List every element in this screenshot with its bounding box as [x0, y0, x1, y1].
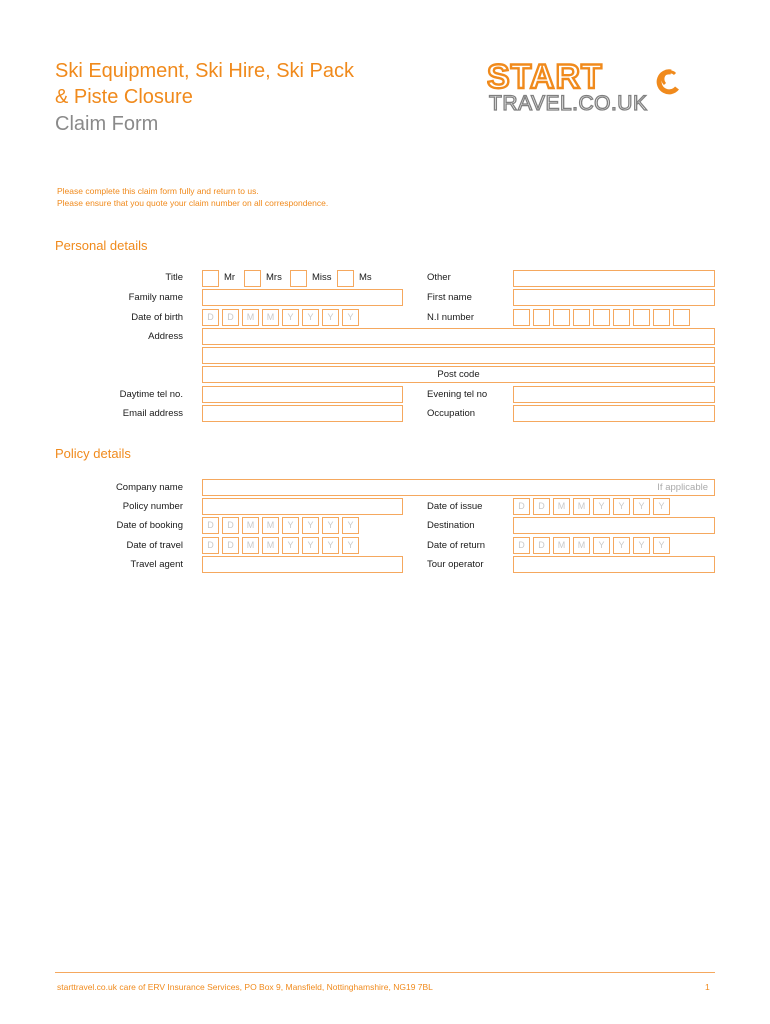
issue-date-digit[interactable]: Y: [593, 498, 610, 515]
return-date-digit[interactable]: Y: [593, 537, 610, 554]
title-miss-label: Miss: [312, 272, 332, 283]
daytime-tel-input[interactable]: [202, 386, 403, 403]
policy-number-label: Policy number: [122, 501, 183, 512]
email-input[interactable]: [202, 405, 403, 422]
dob-input[interactable]: [202, 309, 372, 326]
evening-tel-label: Evening tel no: [427, 389, 488, 400]
booking-date-digit[interactable]: D: [202, 517, 219, 534]
dob-digit[interactable]: M: [262, 309, 279, 326]
date-of-travel-label: Date of travel: [126, 540, 183, 551]
travel-date-digit[interactable]: M: [242, 537, 259, 554]
booking-date-digit[interactable]: D: [222, 517, 239, 534]
title-label: Title: [165, 272, 183, 283]
company-name-input[interactable]: [202, 479, 715, 496]
evening-tel-input[interactable]: [513, 386, 715, 403]
travel-agent-input[interactable]: [202, 556, 403, 573]
travel-date-digit[interactable]: D: [222, 537, 239, 554]
form-title-line2: & Piste Closure: [55, 86, 193, 108]
family-name-label: Family name: [128, 292, 183, 303]
ni-char-box[interactable]: [653, 309, 670, 326]
tour-operator-label: Tour operator: [427, 559, 484, 570]
title-mrs-label: Mrs: [266, 272, 282, 283]
title-miss-checkbox[interactable]: [290, 270, 307, 287]
logo-domain-text: TRAVEL.CO.UK: [489, 92, 648, 115]
date-of-issue-input[interactable]: [513, 498, 683, 515]
destination-input[interactable]: [513, 517, 715, 534]
dob-digit[interactable]: M: [242, 309, 259, 326]
booking-date-digit[interactable]: Y: [302, 517, 319, 534]
ni-number-input[interactable]: [513, 309, 693, 326]
instruction-line1: Please complete this claim form fully and return to us.: [57, 186, 259, 196]
tour-operator-input[interactable]: [513, 556, 715, 573]
title-ms-label: Ms: [359, 272, 372, 283]
booking-date-digit[interactable]: M: [262, 517, 279, 534]
title-mr-label: Mr: [224, 272, 236, 283]
ni-char-box[interactable]: [633, 309, 650, 326]
ni-char-box[interactable]: [533, 309, 550, 326]
instruction-line2: Please ensure that you quote your claim number on all correspondence.: [57, 198, 329, 208]
issue-date-digit[interactable]: M: [573, 498, 590, 515]
other-title-input[interactable]: [513, 270, 715, 287]
first-name-label: First name: [427, 292, 472, 303]
travel-date-digit[interactable]: Y: [282, 537, 299, 554]
return-date-digit[interactable]: M: [573, 537, 590, 554]
dob-digit[interactable]: D: [202, 309, 219, 326]
policy-details-heading: Policy details: [55, 446, 131, 461]
booking-date-digit[interactable]: Y: [342, 517, 359, 534]
address-line1-input[interactable]: [202, 328, 715, 345]
issue-date-digit[interactable]: Y: [633, 498, 650, 515]
dob-digit[interactable]: Y: [282, 309, 299, 326]
ni-char-box[interactable]: [613, 309, 630, 326]
dob-digit[interactable]: Y: [342, 309, 359, 326]
booking-date-digit[interactable]: M: [242, 517, 259, 534]
issue-date-digit[interactable]: Y: [653, 498, 670, 515]
postcode-input[interactable]: [202, 366, 715, 383]
issue-date-digit[interactable]: D: [533, 498, 550, 515]
daytime-tel-label: Daytime tel no.: [119, 389, 183, 400]
occupation-input[interactable]: [513, 405, 715, 422]
email-label: Email address: [122, 408, 183, 419]
title-ms-checkbox[interactable]: [337, 270, 354, 287]
form-title-line1: Ski Equipment, Ski Hire, Ski Pack: [55, 60, 354, 82]
ni-char-box[interactable]: [553, 309, 570, 326]
page-number: 1: [705, 982, 710, 992]
issue-date-digit[interactable]: Y: [613, 498, 630, 515]
date-of-booking-input[interactable]: [202, 517, 372, 534]
address-line2-input[interactable]: [202, 347, 715, 364]
dob-digit[interactable]: Y: [322, 309, 339, 326]
form-title: [55, 58, 354, 110]
address-label: Address: [148, 331, 183, 342]
travel-date-digit[interactable]: Y: [342, 537, 359, 554]
dob-digit[interactable]: Y: [302, 309, 319, 326]
company-name-label: Company name: [115, 482, 183, 493]
return-date-digit[interactable]: Y: [653, 537, 670, 554]
title-mrs-checkbox[interactable]: [244, 270, 261, 287]
company-hint: If applicable: [657, 482, 708, 493]
footer-address: starttravel.co.uk care of ERV Insurance Services, PO Box 9, Mansfield, Nottinghamshire, NG19 7BL: [57, 982, 433, 992]
first-name-input[interactable]: [513, 289, 715, 306]
logo-start-text: START: [487, 58, 603, 96]
return-date-digit[interactable]: D: [513, 537, 530, 554]
family-name-input[interactable]: [202, 289, 403, 306]
postcode-label: Post code: [437, 369, 480, 380]
date-of-travel-input[interactable]: [202, 537, 372, 554]
travel-date-digit[interactable]: Y: [302, 537, 319, 554]
destination-label: Destination: [427, 520, 475, 531]
logo-swirl-icon: [659, 72, 677, 92]
travel-date-digit[interactable]: Y: [322, 537, 339, 554]
occupation-label: Occupation: [427, 408, 476, 419]
issue-date-digit[interactable]: M: [553, 498, 570, 515]
booking-date-digit[interactable]: Y: [282, 517, 299, 534]
footer-divider: [55, 972, 715, 973]
travel-date-digit[interactable]: D: [202, 537, 219, 554]
date-of-return-input[interactable]: [513, 537, 683, 554]
other-label: Other: [427, 272, 451, 283]
return-date-digit[interactable]: D: [533, 537, 550, 554]
form-subtitle: Claim Form: [55, 113, 159, 135]
title-mr-checkbox[interactable]: [202, 270, 219, 287]
start-travel-logo: [487, 58, 687, 118]
ni-char-box[interactable]: [673, 309, 690, 326]
personal-details-heading: Personal details: [55, 238, 148, 253]
return-date-digit[interactable]: Y: [633, 537, 650, 554]
issue-date-digit[interactable]: D: [513, 498, 530, 515]
travel-date-digit[interactable]: M: [262, 537, 279, 554]
booking-date-digit[interactable]: Y: [322, 517, 339, 534]
date-of-issue-label: Date of issue: [427, 501, 483, 512]
return-date-digit[interactable]: M: [553, 537, 570, 554]
date-of-booking-label: Date of booking: [116, 520, 183, 531]
ni-char-box[interactable]: [593, 309, 610, 326]
dob-label: Date of birth: [131, 312, 183, 323]
return-date-digit[interactable]: Y: [613, 537, 630, 554]
date-of-return-label: Date of return: [427, 540, 486, 551]
ni-char-box[interactable]: [513, 309, 530, 326]
ni-char-box[interactable]: [573, 309, 590, 326]
policy-number-input[interactable]: [202, 498, 403, 515]
travel-agent-label: Travel agent: [130, 559, 183, 570]
ni-number-label: N.I number: [427, 312, 474, 323]
dob-digit[interactable]: D: [222, 309, 239, 326]
